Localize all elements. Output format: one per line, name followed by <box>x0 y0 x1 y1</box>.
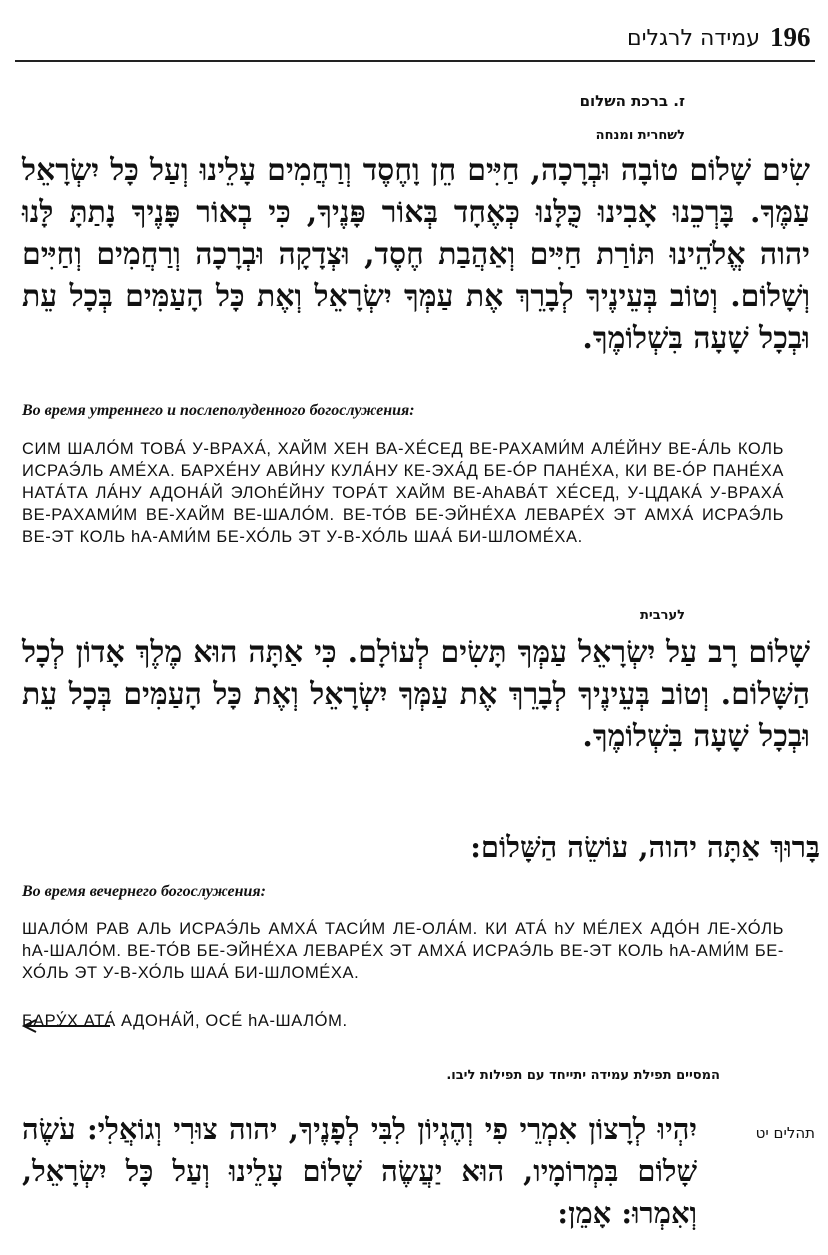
evening-transliteration: ШАЛО́М РАВ АЛЬ ИСРАЭ́ЛЬ АМХА́ ТАСИ́М ЛЕ-ОЛА́М. КИ АТА́ hУ МЕ́ЛЕХ АДО́Н ЛЕ-ХО́ЛЬ hА-ШАЛО́М. ВЕ-ТО́В БЕ-ЭЙНЕ́ХА ЛЕВАРЕ́Х ЭТ АМХА́ ИСРАЭ́ЛЬ ВЕ-ЭТ КОЛЬ hА-АМИ́М БЕ-ХО́ЛЬ ЭТ У-В-ХО́ЛЬ ШАА́ БИ-ШЛОМЕ́ХА. <box>22 920 784 982</box>
arrow-left-icon <box>20 1018 112 1034</box>
morning-label: לשחרית ומנחה <box>595 128 685 143</box>
evening-closing-transliteration: БАРУ́Х АТА́ АДОНА́Й, ОСЕ́ hА-ШАЛО́М. <box>22 1012 348 1030</box>
evening-hebrew-text: שָׁלוֹם רָב עַל יִשְׂרָאֵל עַמְּךָ תָּשִׂים לְעוֹלָם. כִּי אַתָּה הוּא מֶלֶךְ אָדוֹן לְכָל הַשָּׁלוֹם. וְטוֹב בְּעֵינֶיךָ לְבָרֵךְ אֶת עַמְּךָ יִשְׂרָאֵל וְאֶת כָּל הָעַמִּים בְּכָל עֵת וּבְכָל שָׁעָה בִּשְׁלוֹמֶךָ. <box>22 635 810 754</box>
evening-closing-blessing: בָּרוּךְ אַתָּה יהוה, עוֹשֵׂה הַשָּׁלוֹם: <box>470 830 820 864</box>
concluding-verse: יִהְיוּ לְרָצוֹן אִמְרֵי פִי וְהֶגְיוֹן לִבִּי לְפָנֶיךָ, יהוה צוּרִי וְגוֹאֲלִי: עֹשֶׂה שָׁלוֹם בִּמְרוֹמָיו, הוּא יַעֲשֶׂה שָׁלוֹם עָלֵינוּ וְעַל כָּל יִשְׂרָאֵל, וְאִמְרוּ: אָמֵן: <box>22 1112 697 1230</box>
morning-transliteration: СИМ ШАЛО́М ТОВА́ У-ВРАХА́, ХАЙМ ХЕН ВА-ХЕ́СЕД ВЕ-РАХАМИ́М АЛЕ́ЙНУ ВЕ-А́ЛЬ КОЛЬ ИСРАЭ́ЛЬ АМЕ́ХА. БАРХЕ́НУ АВИ́НУ КУЛА́НУ КЕ-ЭХА́Д БЕ-О́Р ПАНЕ́ХА, КИ ВЕ-О́Р ПАНЕ́ХА НАТА́ТА ЛА́НУ АДОНА́Й ЭЛОhЕ́ЙНУ ТОРА́Т ХАЙМ ВЕ-АhАВА́Т ХЕ́СЕД, У-ЦДАКА́ У-ВРАХА́ ВЕ-РАХАМИ́М ВЕ-ХАЙМ ВЕ-ШАЛО́М. ВЕ-ТО́В БЕ-ЭЙНЕ́ХА ЛЕВАРЕ́Х ЭТ АМХА́ ИСРАЭ́ЛЬ ВЕ-ЭТ КОЛЬ hА-АМИ́М БЕ-ХО́ЛЬ ЭТ У-В-ХО́ЛЬ ШАА́ БИ-ШЛОМЕ́ХА. <box>22 440 784 546</box>
psalm-reference: תהלים יט <box>755 1124 815 1142</box>
morning-translit-heading: Во время утреннего и послеполуденного богослужения: <box>22 402 415 419</box>
morning-hebrew-text: שִׂים שָׁלוֹם טוֹבָה וּבְרָכָה, חַיִּים חֵן וָחֶסֶד וְרַחֲמִים עָלֵינוּ וְעַל כָּל יִשְׂרָאֵל עַמֶּךָ. בָּרְכֵנוּ אָבִינוּ כֻּלָּנוּ כְּאֶחָד בְּאוֹר פָּנֶיךָ, כִּי בְאוֹר פָּנֶיךָ נָתַתָּ לָּנוּ יהוה אֱלֹהֵינוּ תּוֹרַת חַיִּים וְאַהֲבַת חֶסֶד, וּצְדָקָה וּבְרָכָה וְרַחֲמִים וְחַיִּים וְשָׁלוֹם. וְטוֹב בְּעֵינֶיךָ לְבָרֵךְ אֶת עַמְּךָ יִשְׂרָאֵל וְאֶת כָּל הָעַמִּים בְּכָל עֵת וּבְכָל שָׁעָה בִּשְׁלוֹמֶךָ. <box>22 153 810 356</box>
conclusion-note: המסיים תפילת עמידה יתייחד עם תפילות ליבו. <box>446 1068 720 1083</box>
page-number: 196 <box>770 22 811 52</box>
evening-translit-heading: Во время вечернего богослужения: <box>22 883 266 900</box>
section-heading: ז. ברכת השלום <box>579 92 685 110</box>
header-rule <box>15 60 815 62</box>
evening-label: לערבית <box>640 608 685 623</box>
running-title: עמידה לרגלים <box>626 26 760 51</box>
